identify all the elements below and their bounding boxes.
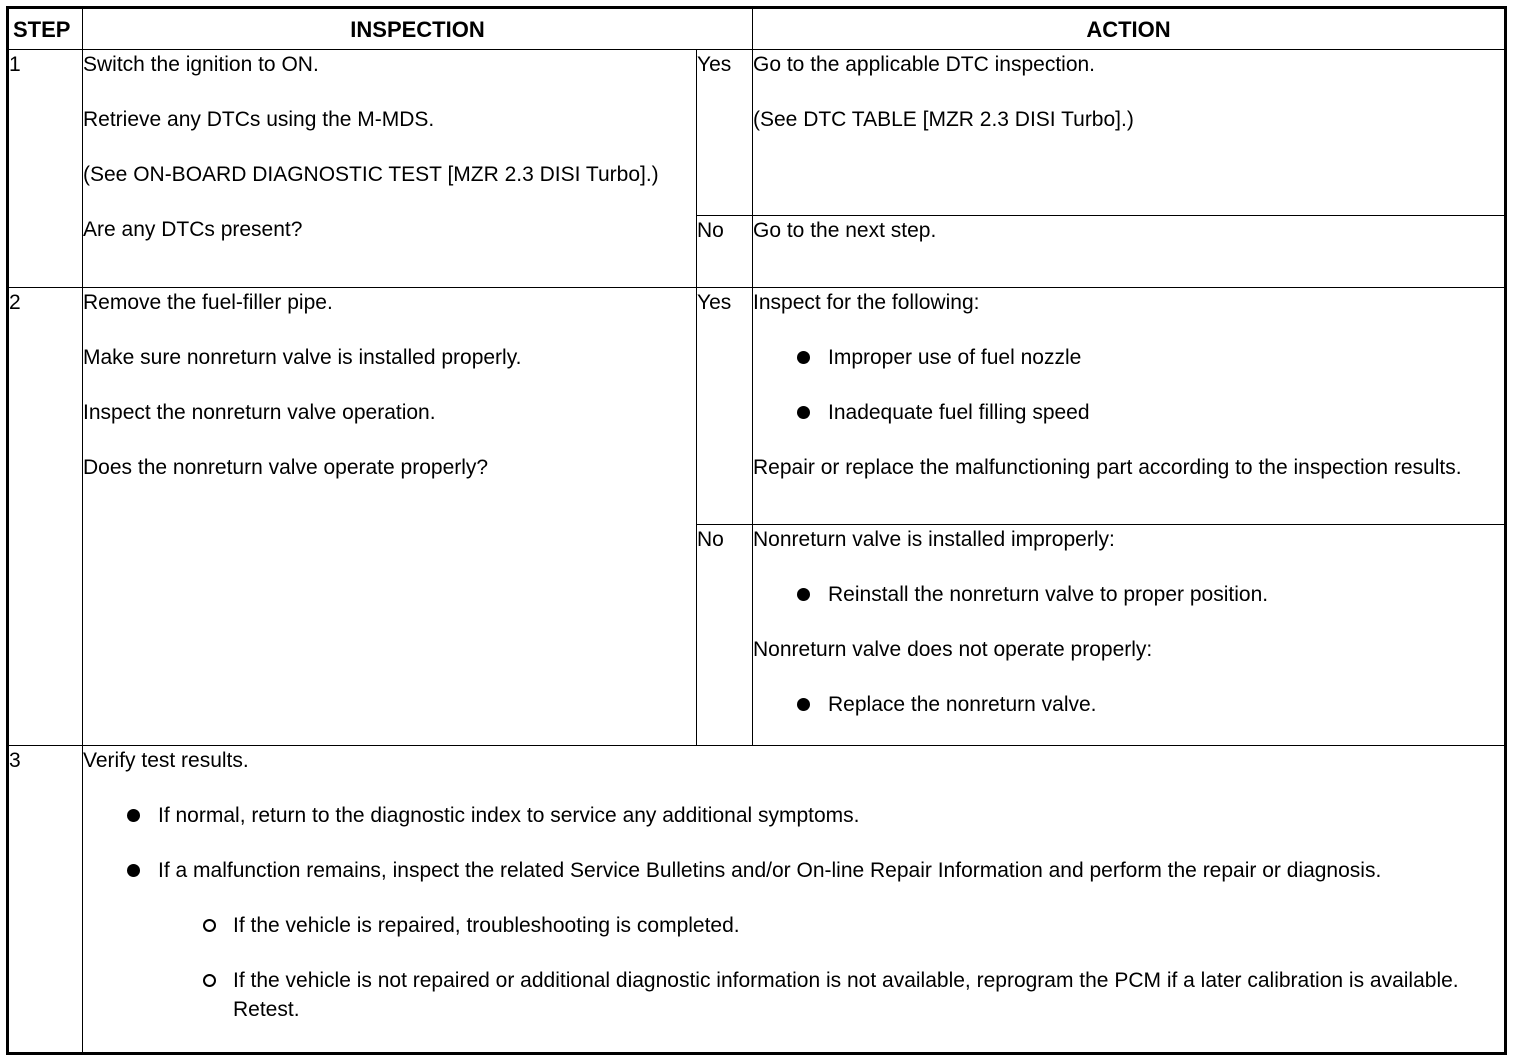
- step-1-no-action: [753, 216, 1506, 288]
- bullet-list: [753, 343, 1504, 427]
- action-text: Repair or replace the malfunctioning part according to the inspection results.: [753, 456, 1462, 479]
- header-step: STEP: [8, 8, 83, 50]
- verify-text: Verify test results.: [83, 749, 249, 772]
- step-1-number: 1: [8, 50, 83, 288]
- step-3-number: 3: [8, 746, 83, 1054]
- inspection-text: Switch the ignition to ON.: [83, 53, 319, 76]
- step-2-yes-action: [753, 288, 1506, 525]
- step-2-no-label: No: [697, 525, 753, 746]
- sub-bullet-list: [83, 911, 1504, 1024]
- sub-bullet-item: If the vehicle is not repaired or additional diagnostic information is not available, reprogram the PCM if a later calibration is available. Retest.: [83, 966, 1504, 1024]
- header-action: ACTION: [753, 8, 1506, 50]
- header-inspection: INSPECTION: [83, 8, 753, 50]
- bullet-list: [753, 580, 1504, 609]
- step-3-content: [83, 746, 1506, 1054]
- step-2-yes-row: [8, 288, 1506, 525]
- sub-bullet-item: If the vehicle is repaired, troubleshooting is completed.: [83, 911, 1504, 940]
- step-2-no-action: [753, 525, 1506, 746]
- step-2-inspection: [83, 288, 697, 746]
- step-1-yes-action: [753, 50, 1506, 216]
- bullet-item: Replace the nonreturn valve.: [753, 690, 1504, 719]
- step-2-yes-label: Yes: [697, 288, 753, 525]
- inspection-question: Does the nonreturn valve operate properly?: [83, 456, 489, 479]
- inspection-text: Retrieve any DTCs using the M-MDS.: [83, 108, 435, 131]
- action-text: Nonreturn valve is installed improperly:: [753, 528, 1115, 551]
- step-1-inspection: [83, 50, 697, 288]
- step-3-row: [8, 746, 1506, 1054]
- step-1-yes-row: [8, 50, 1506, 216]
- bullet-list: [753, 690, 1504, 719]
- action-text: Go to the applicable DTC inspection.: [753, 53, 1096, 76]
- inspection-text: Make sure nonreturn valve is installed properly.: [83, 346, 522, 369]
- inspection-text: Inspect the nonreturn valve operation.: [83, 401, 436, 424]
- bullet-item: If a malfunction remains, inspect the related Service Bulletins and/or On-line Repair Information and perform the repair or diagnosis.: [83, 856, 1504, 885]
- action-text: Inspect for the following:: [753, 291, 980, 314]
- inspection-text: (See ON-BOARD DIAGNOSTIC TEST [MZR 2.3 DISI Turbo].): [83, 163, 659, 186]
- diagnostic-table: [6, 6, 1507, 1055]
- bullet-item: Improper use of fuel nozzle: [753, 343, 1504, 372]
- action-text: Go to the next step.: [753, 219, 937, 242]
- bullet-list: [83, 801, 1504, 885]
- inspection-question: Are any DTCs present?: [83, 218, 303, 241]
- step-1-no-label: No: [697, 216, 753, 288]
- step-2-number: 2: [8, 288, 83, 746]
- action-text: Nonreturn valve does not operate properly:: [753, 638, 1153, 661]
- bullet-item: Reinstall the nonreturn valve to proper position.: [753, 580, 1504, 609]
- action-text: (See DTC TABLE [MZR 2.3 DISI Turbo].): [753, 108, 1134, 131]
- inspection-text: Remove the fuel-filler pipe.: [83, 291, 333, 314]
- step-1-yes-label: Yes: [697, 50, 753, 216]
- header-row: [8, 8, 1506, 50]
- bullet-item: Inadequate fuel filling speed: [753, 398, 1504, 427]
- bullet-item: If normal, return to the diagnostic index to service any additional symptoms.: [83, 801, 1504, 830]
